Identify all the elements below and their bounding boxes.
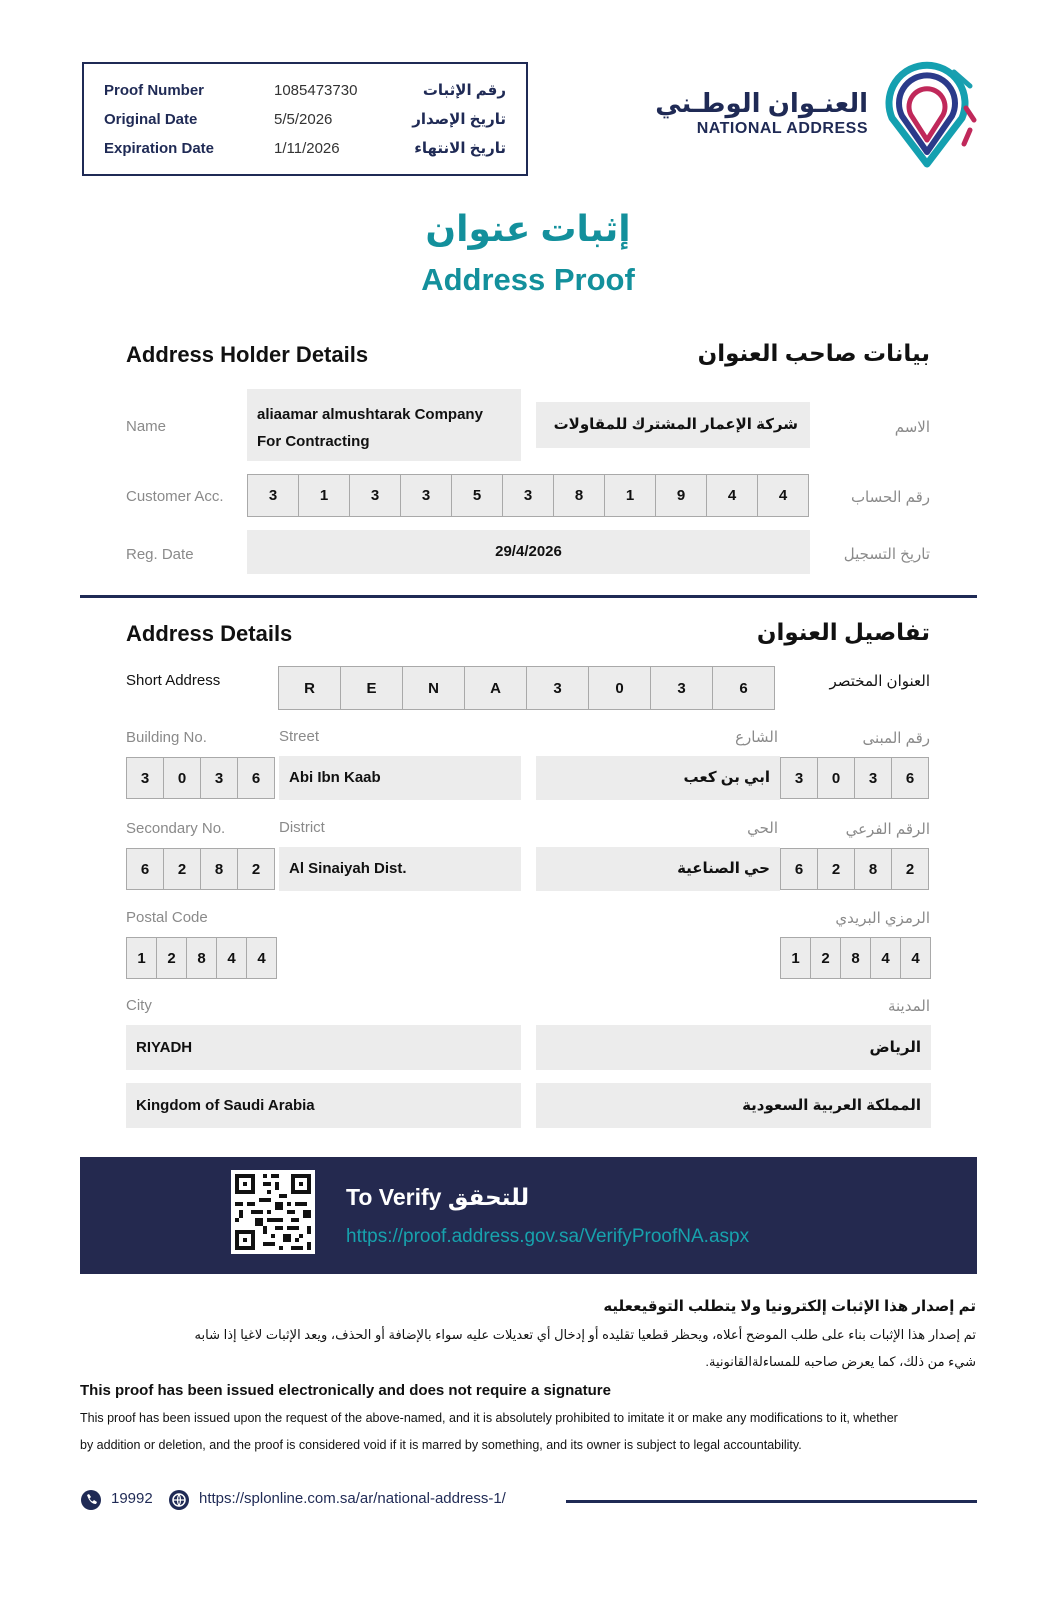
short-address-char: 3 <box>650 666 713 710</box>
short-address-char: 3 <box>526 666 589 710</box>
building-digit: 6 <box>237 757 275 799</box>
proof-number-row <box>84 77 526 105</box>
account-digit: 3 <box>349 474 401 517</box>
postal-digit: 2 <box>810 937 841 979</box>
postal-digit: 8 <box>186 937 217 979</box>
address-heading-en: Address Details <box>126 621 293 646</box>
account-digit: 5 <box>451 474 503 517</box>
short-address-char: N <box>402 666 465 710</box>
proof-number-label: Proof Number <box>104 82 205 99</box>
reg-date-label: Reg. Date <box>126 546 194 563</box>
holder-heading-en: Address Holder Details <box>126 342 369 367</box>
phone-icon <box>80 1489 102 1511</box>
reg-date-field: 29/4/2026 <box>247 530 810 574</box>
verify-banner <box>80 1157 977 1274</box>
district-ar-field: حي الصناعية <box>536 847 780 891</box>
city-label-ar: المدينة <box>887 998 930 1015</box>
street-label: Street <box>279 728 320 745</box>
note-en-title: This proof has been issued electronically and does not require a signature <box>80 1382 611 1399</box>
original-date-label: Original Date <box>104 111 198 128</box>
building-digit: 3 <box>854 757 892 799</box>
district-en-field: Al Sinaiyah Dist. <box>279 847 521 891</box>
short-address-char: 6 <box>712 666 775 710</box>
secondary-digit: 2 <box>237 848 275 890</box>
original-date-label-ar: تاريخ الإصدار <box>412 111 506 128</box>
postal-digit: 4 <box>900 937 931 979</box>
holder-heading-ar: بيانات صاحب العنوان <box>697 340 930 366</box>
footer-line <box>566 1500 977 1503</box>
secondary-label: Secondary No. <box>126 820 226 837</box>
account-digit: 3 <box>502 474 554 517</box>
short-address-char: R <box>278 666 341 710</box>
secondary-digits-ar <box>780 848 928 890</box>
verify-title: To Verify للتحقق <box>346 1184 530 1210</box>
short-address-char: 0 <box>588 666 651 710</box>
note-en-line1: This proof has been issued upon the request of the above-named, and it is absolutely prohibited to imitate it or make any modifications to it, whether <box>80 1411 898 1425</box>
building-digit: 3 <box>200 757 238 799</box>
account-digit: 1 <box>298 474 350 517</box>
expiration-date-value: 1/11/2026 <box>274 140 340 157</box>
postal-digits-en <box>126 937 276 979</box>
short-address-char: A <box>464 666 527 710</box>
city-en-field: RIYADH <box>126 1025 521 1070</box>
building-label: Building No. <box>126 729 207 746</box>
building-digit: 6 <box>891 757 929 799</box>
proof-info-box <box>82 62 528 176</box>
city-ar-field: الرياض <box>536 1025 931 1070</box>
secondary-digit: 6 <box>780 848 818 890</box>
secondary-digit: 8 <box>854 848 892 890</box>
postal-digit: 4 <box>246 937 277 979</box>
name-label: Name <box>126 418 167 435</box>
note-en-line2: by addition or deletion, and the proof is considered void if it is marred by something, and its owner is subject to legal accountability. <box>80 1438 802 1452</box>
footer-url[interactable]: https://splonline.com.sa/ar/national-address-1/ <box>199 1490 506 1507</box>
building-digit: 3 <box>780 757 818 799</box>
district-label: District <box>279 819 325 836</box>
district-label-ar: الحي <box>747 820 778 837</box>
reg-date-label-ar: تاريخ التسجيل <box>843 546 930 563</box>
name-en-line2: For Contracting <box>257 433 370 450</box>
secondary-digit: 2 <box>817 848 855 890</box>
secondary-digit: 2 <box>163 848 201 890</box>
building-digit: 0 <box>817 757 855 799</box>
account-label-ar: رقم الحساب <box>850 489 930 506</box>
account-digit: 4 <box>757 474 809 517</box>
postal-label-ar: الرمزي البريدي <box>835 910 930 927</box>
short-address-char: E <box>340 666 403 710</box>
footer-phone[interactable]: 19992 <box>111 1490 153 1507</box>
address-heading-ar: تفاصيل العنوان <box>756 619 930 645</box>
postal-digit: 1 <box>126 937 157 979</box>
postal-label: Postal Code <box>126 909 208 926</box>
postal-digit: 4 <box>216 937 247 979</box>
street-label-ar: الشارع <box>735 729 778 746</box>
title-ar: إثبات عنوان <box>425 208 631 249</box>
secondary-label-ar: الرقم الفرعي <box>845 821 930 838</box>
note-ar-line2: شيء من ذلك، كما يعرض صاحبه للمساءلةالقانونية. <box>705 1354 976 1369</box>
short-address-label: Short Address <box>126 672 221 689</box>
country-ar-field: المملكة العربية السعودية <box>536 1083 931 1128</box>
account-digit: 3 <box>400 474 452 517</box>
note-ar-line1: تم إصدار هذا الإثبات بناء على طلب الموضح أعلاه، ويحظر قطعيا تقليده أو إدخال أي تعديلات عليه سواء بالإضافة أو الحذف، ويعد الإثبات لاغيا إذا شابه <box>194 1327 976 1342</box>
postal-digits-ar <box>780 937 930 979</box>
note-ar-title: تم إصدار هذا الإثبات إلكترونيا ولا يتطلب التوقيععليه <box>603 1298 976 1315</box>
account-digit: 4 <box>706 474 758 517</box>
secondary-digit: 6 <box>126 848 164 890</box>
postal-digit: 8 <box>840 937 871 979</box>
original-date-row <box>84 106 526 134</box>
title-en: Address Proof <box>421 262 635 297</box>
secondary-digit: 8 <box>200 848 238 890</box>
name-en-line1: aliaamar almushtarak Company <box>257 406 483 423</box>
street-ar-field: ابي بن كعب <box>536 756 780 800</box>
expiration-date-row <box>84 135 526 163</box>
logo-text-en: NATIONAL ADDRESS <box>696 120 868 137</box>
account-digit: 8 <box>553 474 605 517</box>
expiration-date-label-ar: تاريخ الانتهاء <box>414 140 506 157</box>
name-ar-field: شركة الإعمار المشترك للمقاولات <box>536 402 810 448</box>
verify-link[interactable]: https://proof.address.gov.sa/VerifyProofNA.aspx <box>346 1226 750 1247</box>
globe-icon <box>168 1489 190 1511</box>
proof-number-value: 1085473730 <box>274 82 358 99</box>
original-date-value: 5/5/2026 <box>274 111 333 128</box>
building-digit: 0 <box>163 757 201 799</box>
building-digits-ar <box>780 757 928 799</box>
account-digit: 3 <box>247 474 299 517</box>
secondary-digit: 2 <box>891 848 929 890</box>
expiration-date-label: Expiration Date <box>104 140 215 157</box>
postal-digit: 4 <box>870 937 901 979</box>
city-label: City <box>126 997 152 1014</box>
name-en-field <box>247 389 521 461</box>
short-address-label-ar: العنوان المختصر <box>829 673 930 690</box>
postal-digit: 2 <box>156 937 187 979</box>
building-label-ar: رقم المبنى <box>862 730 930 747</box>
logo-text-ar: العنـوان الوطـني <box>655 88 868 118</box>
account-digit: 9 <box>655 474 707 517</box>
street-en-field: Abi Ibn Kaab <box>279 756 521 800</box>
building-digit: 3 <box>126 757 164 799</box>
building-digits-en <box>126 757 274 799</box>
short-address-chars <box>278 666 774 710</box>
proof-number-label-ar: رقم الإثبات <box>422 82 506 99</box>
section-divider <box>80 595 977 598</box>
country-en-field: Kingdom of Saudi Arabia <box>126 1083 521 1128</box>
secondary-digits-en <box>126 848 274 890</box>
account-digits <box>247 474 808 517</box>
national-address-logo-icon <box>874 60 980 170</box>
postal-digit: 1 <box>780 937 811 979</box>
name-label-ar: الاسم <box>894 419 930 436</box>
qr-code-icon[interactable] <box>231 1170 315 1254</box>
account-label: Customer Acc. <box>126 488 224 505</box>
account-digit: 1 <box>604 474 656 517</box>
